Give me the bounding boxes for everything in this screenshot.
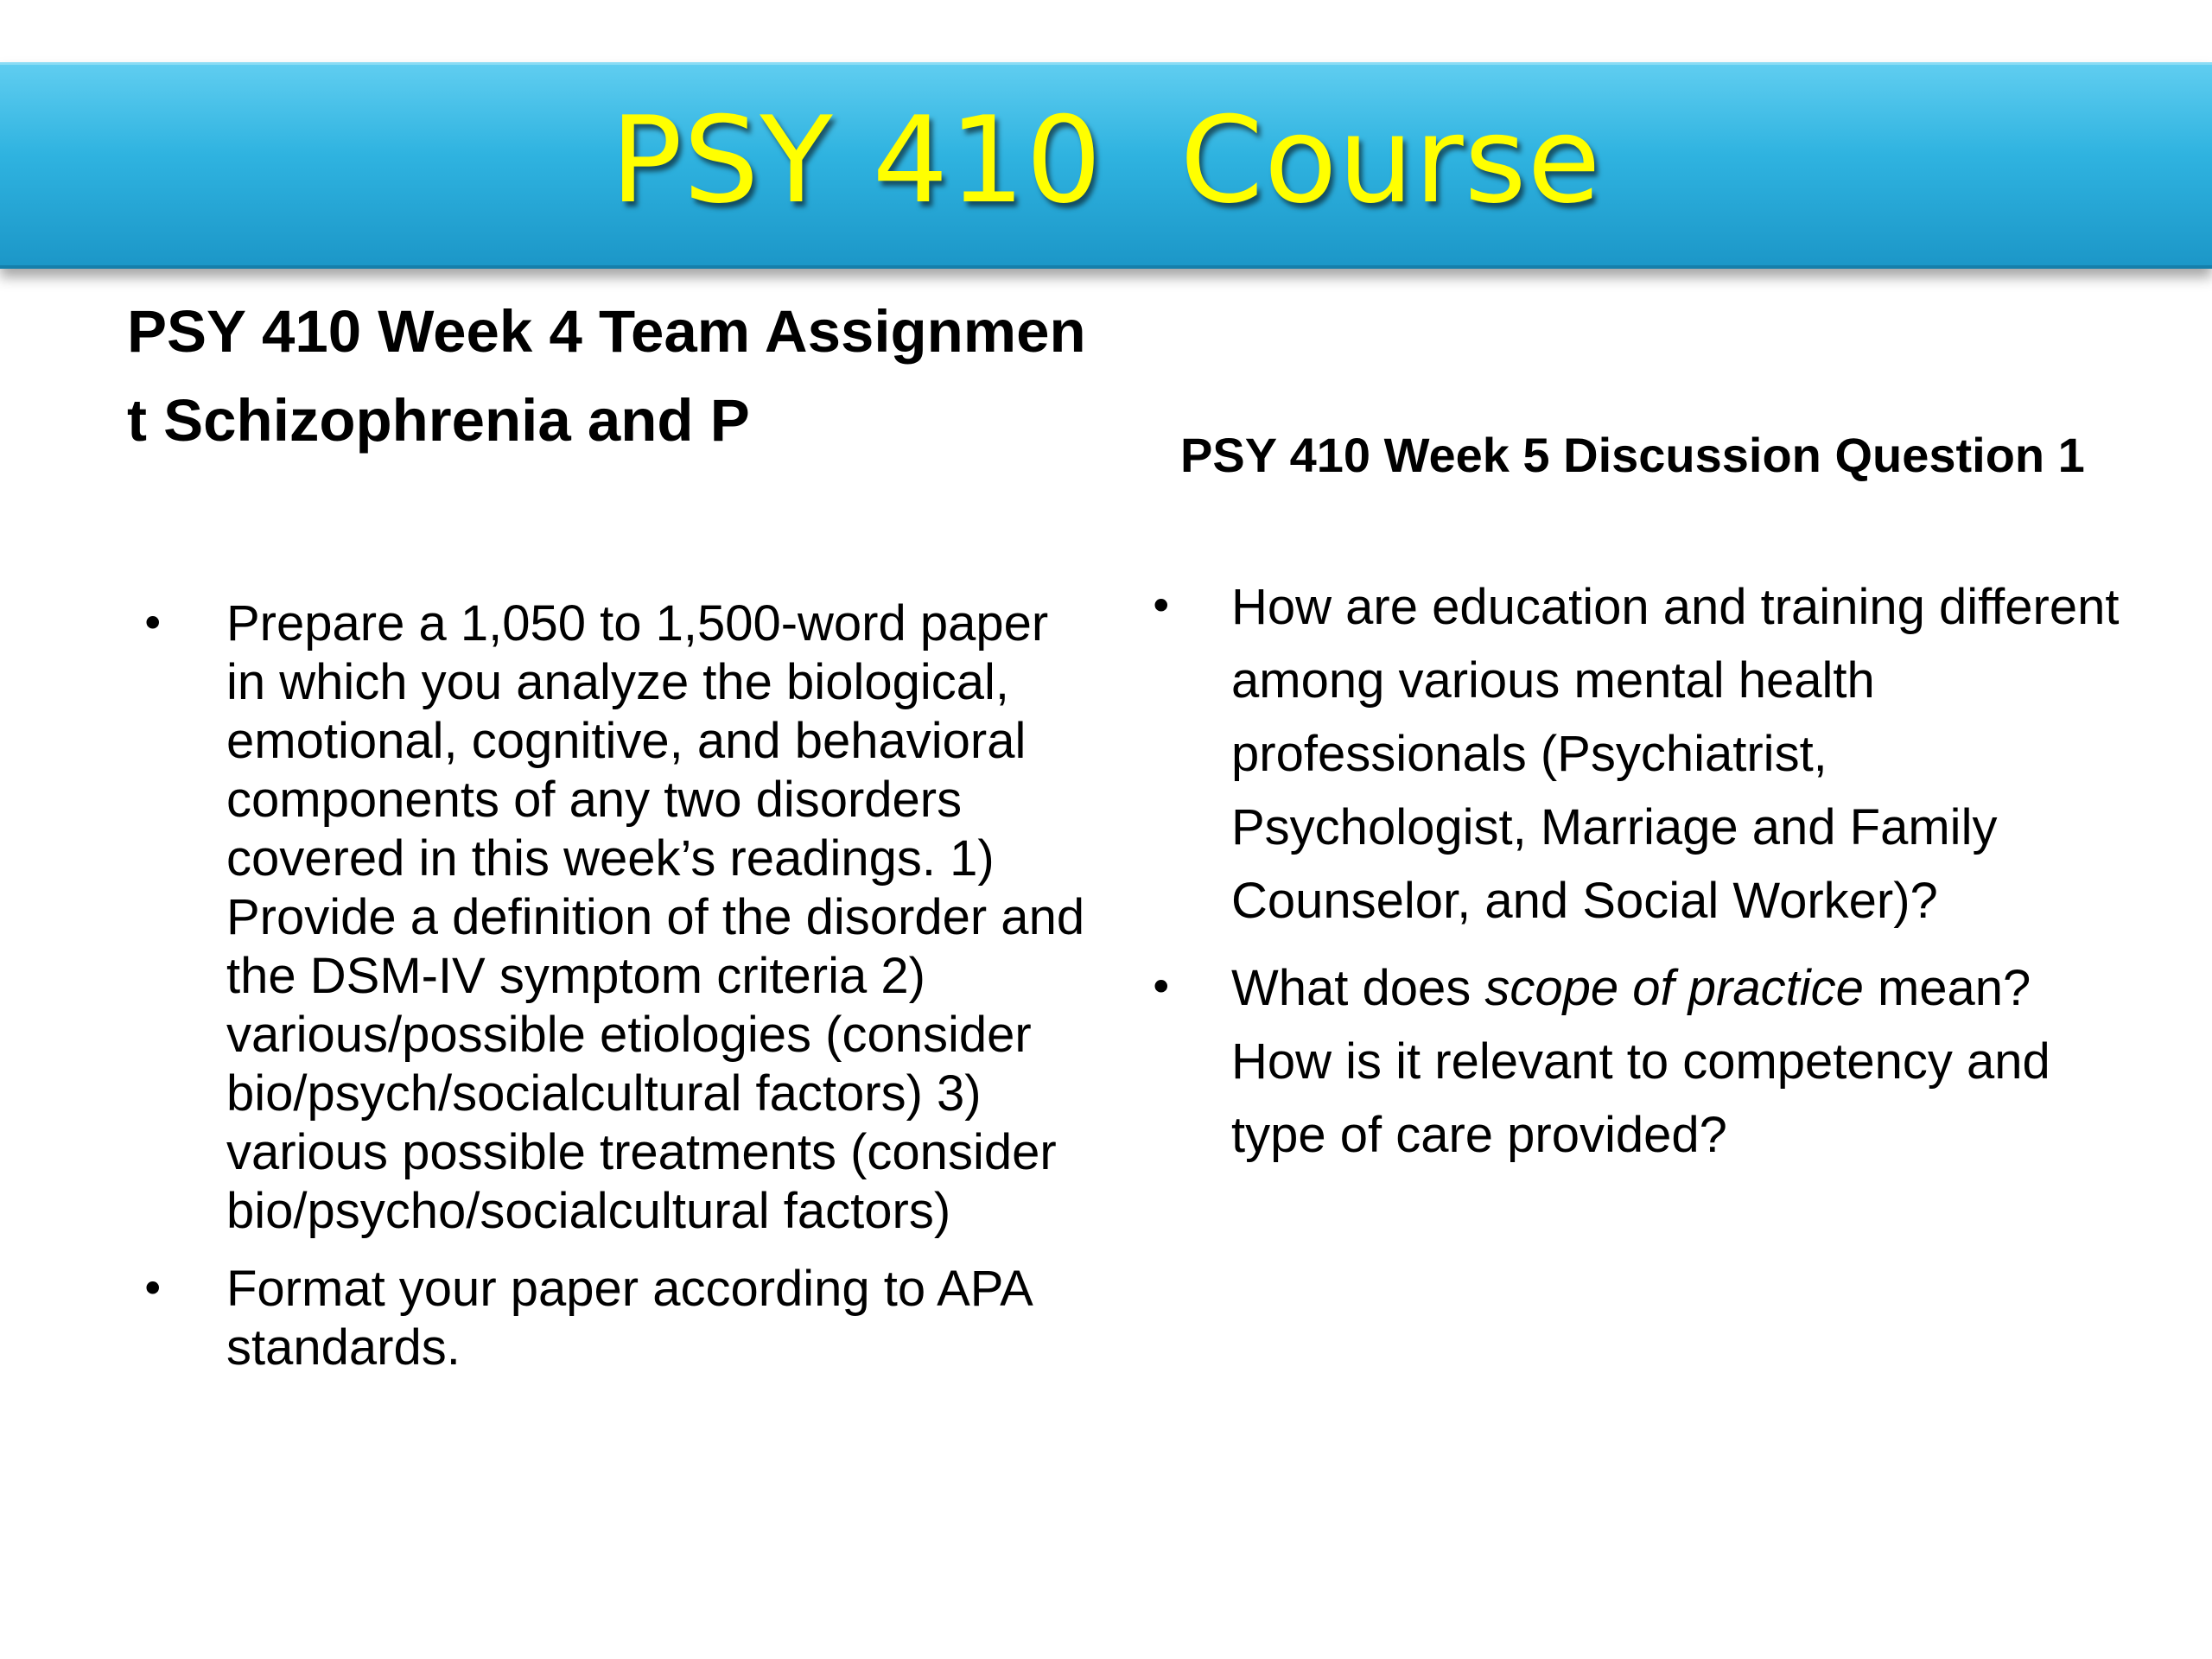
right-bullet-list: [1148, 570, 2130, 1185]
slide-title: PSY 410 Course: [610, 90, 1602, 230]
bullet-text: Format your paper according to APA standards.: [226, 1261, 1031, 1376]
right-column-heading: PSY 410 Week 5 Discussion Question 1: [1180, 428, 2085, 482]
bullet-text-prefix: What does: [1231, 960, 1485, 1016]
bullet-icon: •: [140, 1264, 166, 1314]
bullet-text: Prepare a 1,050 to 1,500-word paper in which you analyze the biological, emotional, cognitive, and behavioral components of any two disorders covered in this week’s readings. 1) Provide a definition of the disorder and the DSM-IV symptom criteria 2) various/possible etiologies (consider bio/psych/socialcultural factors) 3) various possible treatments (consider bio/psycho/socialcultural factors): [226, 595, 1085, 1239]
list-item: [140, 1260, 1090, 1377]
bullet-text-emphasis: scope of practice: [1484, 960, 1864, 1016]
bullet-text-suffix: mean? How is it relevant to competency and type of care provided?: [1231, 960, 2050, 1163]
list-item: [1148, 951, 2130, 1172]
left-column-heading: PSY 410 Week 4 Team Assignment Schizophrenia and P: [127, 298, 1086, 454]
bullet-icon: •: [1148, 963, 1174, 1013]
bullet-icon: •: [140, 599, 166, 649]
left-bullet-list: [140, 594, 1090, 1396]
title-banner: [0, 62, 2212, 269]
list-item: [1148, 570, 2130, 938]
bullet-icon: •: [1148, 582, 1174, 632]
bullet-text: How are education and training different among various mental health professionals (Psychiatrist, Psychologist, Marriage and Family Counselor, and Social Worker)?: [1231, 579, 2120, 929]
list-item: [140, 594, 1090, 1241]
